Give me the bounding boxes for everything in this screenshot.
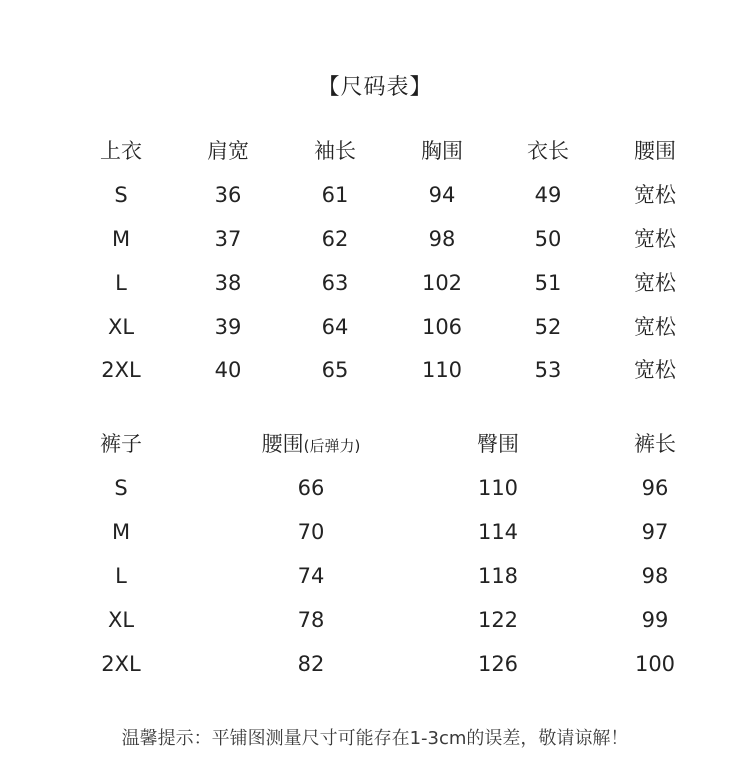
- table-cell: 122: [477, 608, 519, 632]
- table-cell: 51: [534, 271, 562, 295]
- table-cell: XL: [107, 315, 135, 339]
- header-cell-waist: [211, 429, 411, 461]
- table-cell: 106: [421, 315, 463, 339]
- table-cell: 52: [534, 315, 562, 339]
- table-cell: 49: [534, 183, 562, 207]
- table-row: [0, 605, 750, 635]
- table-cell: 63: [321, 271, 349, 295]
- table-cell: 126: [477, 652, 519, 676]
- header-cell: 臀围: [477, 432, 519, 456]
- table-cell: 100: [634, 652, 676, 676]
- table-cell: 110: [477, 476, 519, 500]
- table-row: [0, 473, 750, 503]
- table-cell: 97: [641, 520, 669, 544]
- table-row: [0, 268, 750, 298]
- header-note: (后弹力): [303, 437, 361, 455]
- table-cell: 74: [297, 564, 325, 588]
- table-cell: M: [111, 227, 131, 251]
- header-cell: 衣长: [527, 139, 569, 163]
- table-cell: 宽松: [634, 271, 676, 295]
- header-cell: 袖长: [314, 139, 356, 163]
- table-cell: 114: [477, 520, 519, 544]
- table-cell: 96: [641, 476, 669, 500]
- table-cell: 102: [421, 271, 463, 295]
- table-cell: 50: [534, 227, 562, 251]
- header-cell: 腰围: [634, 139, 676, 163]
- table-cell: L: [115, 564, 127, 588]
- header-label: 腰围: [261, 432, 304, 456]
- table-cell: 39: [214, 315, 242, 339]
- table-cell: 宽松: [634, 358, 676, 382]
- table-cell: 99: [641, 608, 669, 632]
- table-cell: 70: [297, 520, 325, 544]
- table-cell: 宽松: [634, 315, 676, 339]
- table-cell: S: [114, 183, 128, 207]
- table-row: [0, 649, 750, 679]
- table-cell: M: [111, 520, 131, 544]
- table-cell: 宽松: [634, 227, 676, 251]
- table-cell: 62: [321, 227, 349, 251]
- header-cell: 胸围: [421, 139, 463, 163]
- header-cell: 裤长: [634, 432, 676, 456]
- table-cell: 53: [534, 358, 562, 382]
- table-row: [0, 561, 750, 591]
- table-row: [0, 224, 750, 254]
- footer-note: 温馨提示：平铺图测量尺寸可能存在1-3cm的误差，敬请谅解！: [121, 728, 629, 749]
- page-title: 【尺码表】: [317, 75, 433, 100]
- table-cell: 38: [214, 271, 242, 295]
- table-cell: 110: [421, 358, 463, 382]
- table-cell: 66: [297, 476, 325, 500]
- table-row: [0, 355, 750, 385]
- table-cell: 宽松: [634, 183, 676, 207]
- table-cell: 98: [428, 227, 456, 251]
- table-cell: 61: [321, 183, 349, 207]
- table-cell: 118: [477, 564, 519, 588]
- table-cell: 2XL: [101, 652, 141, 676]
- table-cell: 65: [321, 358, 349, 382]
- header-cell: 肩宽: [207, 139, 249, 163]
- table-cell: 78: [297, 608, 325, 632]
- table-cell: 36: [214, 183, 242, 207]
- table-cell: 98: [641, 564, 669, 588]
- table-row: [0, 180, 750, 210]
- table-cell: L: [115, 271, 127, 295]
- table-cell: 2XL: [101, 358, 141, 382]
- table-cell: 82: [297, 652, 325, 676]
- pants-table-header-row: [0, 429, 750, 459]
- header-cell: 上衣: [100, 139, 142, 163]
- table-row: [0, 312, 750, 342]
- table-cell: 94: [428, 183, 456, 207]
- table-cell: S: [114, 476, 128, 500]
- header-cell: 裤子: [100, 432, 142, 456]
- table-row: [0, 517, 750, 547]
- top-table-header-row: [0, 136, 750, 166]
- table-cell: 64: [321, 315, 349, 339]
- table-cell: 40: [214, 358, 242, 382]
- table-cell: 37: [214, 227, 242, 251]
- table-cell: XL: [107, 608, 135, 632]
